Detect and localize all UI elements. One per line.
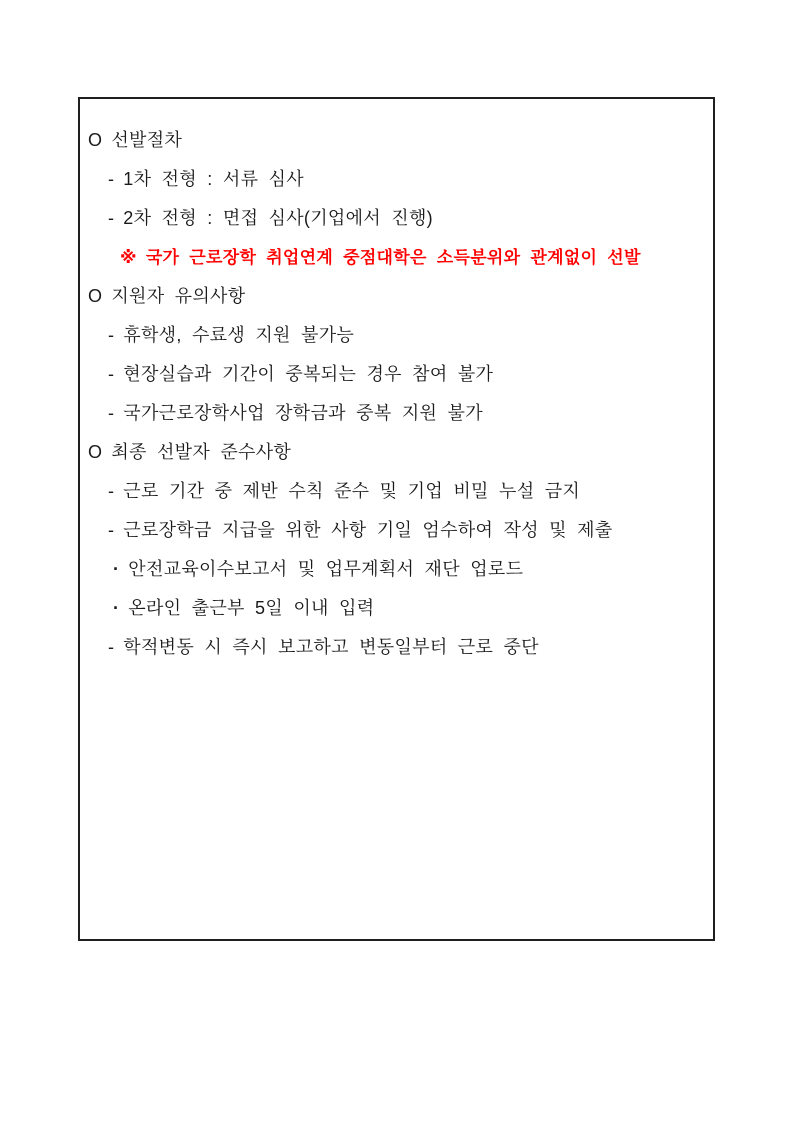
section-heading-selection-procedure [80, 121, 713, 160]
dash-bullet: - [108, 520, 115, 540]
sub-item-label: 온라인 출근부 5일 이내 입력 [128, 598, 375, 618]
dash-bullet: - [108, 637, 115, 657]
list-item-field-practice-overlap [80, 355, 713, 394]
list-item-second-round [80, 199, 713, 238]
list-item-payment-documents [80, 511, 713, 550]
dash-bullet: - [108, 169, 115, 189]
red-note-label: 국가 근로장학 취업연계 중점대학은 소득분위와 관계없이 선발 [145, 248, 641, 267]
circle-bullet: O [88, 442, 103, 462]
dash-bullet: - [108, 208, 115, 228]
reference-mark-icon: ※ [120, 248, 137, 267]
sub-item-label: 안전교육이수보고서 및 업무계획서 재단 업로드 [128, 559, 524, 579]
dash-bullet: - [108, 481, 115, 501]
list-item-scholarship-overlap [80, 394, 713, 433]
dot-bullet: · [113, 598, 120, 618]
list-item-label: 국가근로장학사업 장학금과 중복 지원 불가 [123, 403, 483, 423]
dash-bullet: - [108, 403, 115, 423]
list-item-label: 근로장학금 지급을 위한 사항 기일 엄수하여 작성 및 제출 [123, 520, 613, 540]
notice-box [78, 97, 715, 941]
section-heading-label: 지원자 유의사항 [111, 286, 246, 306]
sub-item-online-attendance [80, 589, 713, 628]
list-item-label: 현장실습과 기간이 중복되는 경우 참여 불가 [123, 364, 494, 384]
list-item-label: 학적변동 시 즉시 보고하고 변동일부터 근로 중단 [123, 637, 539, 657]
list-item-label: 휴학생, 수료생 지원 불가능 [123, 325, 355, 345]
list-item-leave-students [80, 316, 713, 355]
dash-bullet: - [108, 325, 115, 345]
circle-bullet: O [88, 286, 103, 306]
list-item-label: 2차 전형 : 면접 심사(기업에서 진행) [123, 208, 433, 228]
dash-bullet: - [108, 364, 115, 384]
section-heading-applicant-notes [80, 277, 713, 316]
dot-bullet: · [113, 559, 120, 579]
section-heading-final-selectee-rules [80, 433, 713, 472]
section-heading-label: 선발절차 [111, 130, 183, 150]
circle-bullet: O [88, 130, 103, 150]
list-item-first-round [80, 160, 713, 199]
list-item-rules-compliance [80, 472, 713, 511]
list-item-label: 1차 전형 : 서류 심사 [123, 169, 304, 189]
list-item-enrollment-change [80, 628, 713, 667]
section-heading-label: 최종 선발자 준수사항 [111, 442, 292, 462]
red-note [80, 238, 713, 277]
sub-item-safety-report-upload [80, 550, 713, 589]
list-item-label: 근로 기간 중 제반 수칙 준수 및 기업 비밀 누설 금지 [123, 481, 581, 501]
